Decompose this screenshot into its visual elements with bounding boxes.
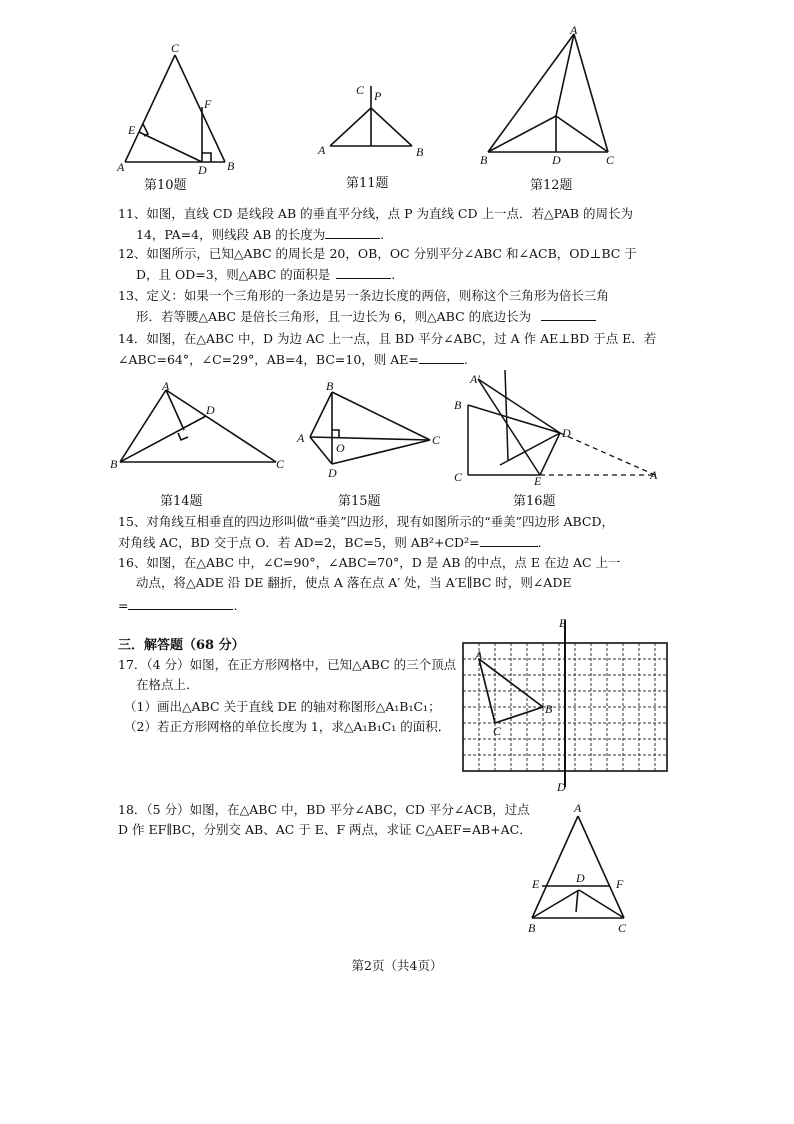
q14-line2: ∠ABC=64°，∠C=29°，AB=4，BC=10，则 AE= . bbox=[118, 349, 468, 369]
q16-line3-text: = bbox=[118, 598, 129, 613]
label-P: P bbox=[374, 89, 382, 103]
figure-q18 bbox=[522, 800, 642, 940]
caption-q10: 第10题 bbox=[144, 178, 187, 193]
q18-line1: 18．（5 分）如图，在△ABC 中，BD 平分∠ABC，CD 平分∠ACB，过点 bbox=[118, 802, 530, 817]
q17-line2-text: 在格点上． bbox=[136, 677, 199, 692]
label-B: B bbox=[545, 702, 553, 716]
label-D: D bbox=[206, 403, 215, 417]
caption-q16: 第16题 bbox=[513, 494, 556, 509]
q17-line1: 17．（4 分）如图，在正方形网格中，已知△ABC 的三个顶点 bbox=[118, 657, 457, 672]
q16-line3: = . bbox=[118, 595, 237, 615]
label-C: C bbox=[606, 153, 615, 167]
label-C: C bbox=[171, 41, 180, 55]
label-A-prime: A′ bbox=[470, 372, 480, 386]
q15-line1: 15、对角线互相垂直的四边形叫做“垂美”四边形，现有如图所示的“垂美”四边形 ABCD， bbox=[118, 514, 614, 529]
section-3-title: 三．解答题（68 分） bbox=[118, 638, 245, 653]
q11-line2-text: 14，PA=4，则线段 AB 的长度为 bbox=[136, 227, 326, 242]
answer-blank-q16[interactable] bbox=[128, 595, 233, 610]
label-A: A bbox=[570, 23, 578, 37]
q17-line3 bbox=[118, 697, 441, 716]
figure-q16 bbox=[450, 365, 670, 485]
label-A: A bbox=[574, 801, 582, 815]
q12-line2-text: D，且 OD=3，则△ABC 的面积是 bbox=[136, 267, 331, 282]
answer-blank-q12[interactable] bbox=[336, 264, 391, 279]
label-D: D bbox=[328, 466, 337, 480]
label-A: A bbox=[117, 160, 125, 174]
q18-line2: D 作 EF∥BC，分别交 AB、AC 于 E、F 两点，求证 C△AEF=AB+AC． bbox=[118, 822, 532, 837]
answer-blank-q11[interactable] bbox=[325, 224, 380, 239]
label-E: E bbox=[559, 616, 567, 630]
q16-line2-text: 动点，将△ADE 沿 DE 翻折，使点 A 落在点 A′ 处，当 A′E∥BC 时，则∠ADE bbox=[136, 575, 572, 590]
q14-line2-text: ∠ABC=64°，∠C=29°，AB=4，BC=10，则 AE= bbox=[118, 352, 419, 367]
q12-line1: 12、如图所示，已知△ABC 的周长是 20，OB，OC 分别平分∠ABC 和∠ACB，OD⊥BC 于 bbox=[118, 246, 637, 261]
label-B: B bbox=[454, 398, 462, 412]
label-A: A bbox=[297, 431, 305, 445]
label-F: F bbox=[616, 877, 624, 891]
q17-line2 bbox=[118, 675, 199, 694]
q17-line4-text: （2）若正方形网格的单位长度为 1，求△A₁B₁C₁ 的面积． bbox=[124, 719, 451, 734]
caption-q14: 第14题 bbox=[160, 494, 203, 509]
label-C: C bbox=[618, 921, 627, 935]
q17-line3-text: （1）画出△ABC 关于直线 DE 的轴对称图形△A₁B₁C₁； bbox=[124, 699, 441, 714]
answer-blank-q13[interactable] bbox=[541, 306, 596, 321]
q11-line2: 14，PA=4，则线段 AB 的长度为 . bbox=[118, 224, 384, 244]
label-E: E bbox=[532, 877, 540, 891]
caption-q12: 第12题 bbox=[530, 178, 573, 193]
answer-blank-q14[interactable] bbox=[419, 349, 464, 364]
label-D: D bbox=[552, 153, 561, 167]
q13-line2 bbox=[118, 306, 596, 326]
figure-q17-grid bbox=[455, 615, 675, 795]
label-B: B bbox=[480, 153, 488, 167]
figure-q11 bbox=[312, 78, 432, 163]
q13-line1: 13、定义：如果一个三角形的一条边是另一条边长度的两倍，则称这个三角形为倍长三角 bbox=[118, 288, 609, 303]
figure-q15 bbox=[292, 380, 442, 480]
label-B: B bbox=[326, 380, 334, 393]
label-D: D bbox=[576, 871, 585, 885]
page-footer: 第2页（共4页） bbox=[351, 958, 443, 973]
label-A: A bbox=[475, 648, 483, 662]
label-E: E bbox=[534, 474, 542, 485]
q16-line2 bbox=[118, 573, 571, 592]
caption-q15: 第15题 bbox=[338, 494, 381, 509]
label-F: F bbox=[204, 97, 212, 111]
label-A: A bbox=[318, 143, 326, 157]
figure-q14 bbox=[108, 380, 288, 475]
label-B: B bbox=[227, 159, 235, 173]
label-C: C bbox=[493, 724, 502, 738]
label-C: C bbox=[276, 457, 285, 471]
label-O: O bbox=[336, 441, 345, 455]
q15-line2-text: 对角线 AC，BD 交于点 O．若 AD=2，BC=5，则 AB²+CD²= bbox=[118, 535, 480, 550]
answer-blank-q15[interactable] bbox=[480, 532, 538, 547]
label-A: A bbox=[162, 380, 170, 393]
figure-q10 bbox=[115, 40, 245, 175]
q11-line1: 11、如图，直线 CD 是线段 AB 的垂直平分线，点 P 为直线 CD 上一点．若△PAB 的周长为 bbox=[118, 206, 634, 221]
label-D: D bbox=[562, 426, 571, 440]
q14-line1: 14．如图，在△ABC 中，D 为边 AC 上一点，且 BD 平分∠ABC，过 A 作 AE⊥BD 于点 E．若 bbox=[118, 331, 657, 346]
label-D: D bbox=[557, 780, 566, 794]
q17-line4 bbox=[118, 717, 450, 736]
q13-line2-text: 形．若等腰△ABC 是倍长三角形，且一边长为 6，则△ABC 的底边长为 bbox=[136, 309, 532, 324]
caption-q11: 第11题 bbox=[346, 176, 389, 191]
figure-q12 bbox=[478, 22, 628, 170]
label-E: E bbox=[128, 123, 136, 137]
q16-line1: 16、如图，在△ABC 中，∠C=90°，∠ABC=70°，D 是 AB 的中点，点 E 在边 AC 上一 bbox=[118, 555, 621, 570]
label-B: B bbox=[416, 145, 424, 159]
label-B: B bbox=[110, 457, 118, 471]
label-C: C bbox=[454, 470, 463, 484]
label-A: A bbox=[650, 468, 658, 482]
q12-line2: D，且 OD=3，则△ABC 的面积是 . bbox=[118, 264, 395, 284]
label-C: C bbox=[432, 433, 441, 447]
label-B: B bbox=[528, 921, 536, 935]
label-C: C bbox=[356, 83, 365, 97]
label-D: D bbox=[198, 163, 207, 175]
q15-line2: 对角线 AC，BD 交于点 O．若 AD=2，BC=5，则 AB²+CD²= . bbox=[118, 532, 542, 552]
